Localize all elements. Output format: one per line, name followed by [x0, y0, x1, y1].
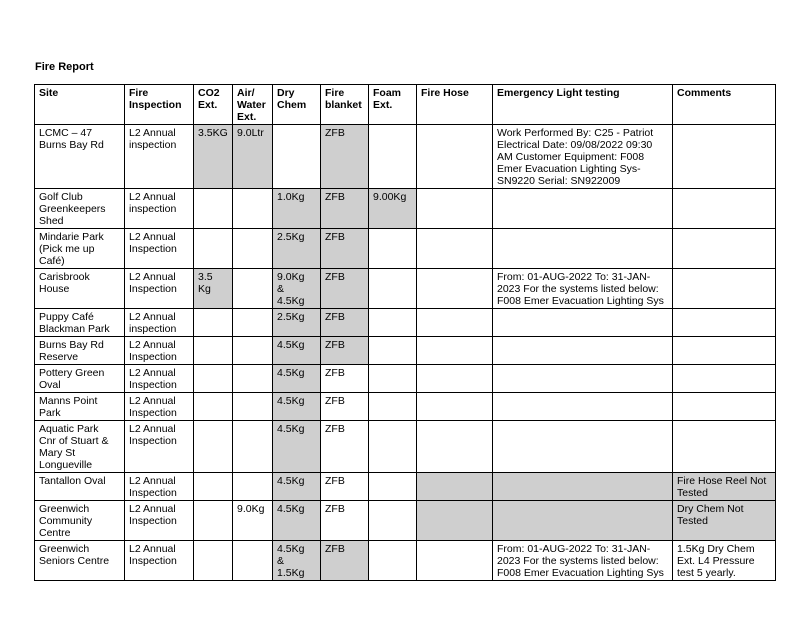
- cell-air-water: [233, 473, 273, 501]
- cell-fire-blanket: ZFB: [321, 229, 369, 269]
- cell-co2: [194, 365, 233, 393]
- cell-foam: [369, 365, 417, 393]
- cell-inspection: L2 Annual Inspection: [125, 421, 194, 473]
- cell-site: Manns Point Park: [35, 393, 125, 421]
- cell-emergency-light: [493, 501, 673, 541]
- cell-co2: [194, 189, 233, 229]
- cell-emergency-light: [493, 189, 673, 229]
- cell-air-water: [233, 269, 273, 309]
- cell-co2: [194, 421, 233, 473]
- cell-dry-chem: 4.5Kg & 1.5Kg: [273, 541, 321, 581]
- cell-co2: [194, 541, 233, 581]
- cell-foam: [369, 421, 417, 473]
- cell-co2: [194, 501, 233, 541]
- cell-site: Burns Bay Rd Reserve: [35, 337, 125, 365]
- cell-emergency-light: [493, 393, 673, 421]
- cell-fire-hose: [417, 421, 493, 473]
- header-fire-blanket: Fire blanket: [321, 85, 369, 125]
- cell-co2: 3.5KG: [194, 125, 233, 189]
- cell-comments: [673, 337, 776, 365]
- table-row: [35, 541, 776, 581]
- cell-foam: [369, 541, 417, 581]
- cell-inspection: L2 Annual Inspection: [125, 501, 194, 541]
- cell-dry-chem: 4.5Kg: [273, 473, 321, 501]
- cell-dry-chem: 4.5Kg: [273, 393, 321, 421]
- cell-fire-blanket: ZFB: [321, 189, 369, 229]
- cell-inspection: L2 Annual Inspection: [125, 365, 194, 393]
- cell-fire-hose: [417, 125, 493, 189]
- cell-emergency-light: [493, 309, 673, 337]
- cell-foam: [369, 229, 417, 269]
- cell-fire-blanket: ZFB: [321, 421, 369, 473]
- cell-inspection: L2 Annual Inspection: [125, 269, 194, 309]
- cell-inspection: L2 Annual Inspection: [125, 393, 194, 421]
- cell-air-water: [233, 541, 273, 581]
- cell-comments: [673, 421, 776, 473]
- table-row: [35, 501, 776, 541]
- table-row: [35, 269, 776, 309]
- cell-foam: [369, 501, 417, 541]
- cell-co2: 3.5 Kg: [194, 269, 233, 309]
- cell-comments: [673, 269, 776, 309]
- cell-dry-chem: 4.5Kg: [273, 365, 321, 393]
- cell-dry-chem: 4.5Kg: [273, 421, 321, 473]
- cell-air-water: [233, 229, 273, 269]
- header-fire-hose: Fire Hose: [417, 85, 493, 125]
- cell-emergency-light: [493, 229, 673, 269]
- cell-comments: [673, 393, 776, 421]
- cell-foam: [369, 269, 417, 309]
- cell-fire-hose: [417, 501, 493, 541]
- cell-comments: 1.5Kg Dry Chem Ext. L4 Pressure test 5 yearly.: [673, 541, 776, 581]
- cell-comments: [673, 229, 776, 269]
- cell-emergency-light: From: 01-AUG-2022 To: 31-JAN- 2023 For the systems listed below: F008 Emer Evacuation Lighting Sys: [493, 269, 673, 309]
- cell-site: Greenwich Seniors Centre: [35, 541, 125, 581]
- cell-dry-chem: 9.0Kg & 4.5Kg: [273, 269, 321, 309]
- cell-air-water: [233, 365, 273, 393]
- cell-air-water: [233, 309, 273, 337]
- cell-dry-chem: 2.5Kg: [273, 229, 321, 269]
- cell-fire-blanket: ZFB: [321, 365, 369, 393]
- table-row: [35, 365, 776, 393]
- cell-foam: [369, 309, 417, 337]
- cell-fire-hose: [417, 473, 493, 501]
- cell-fire-blanket: ZFB: [321, 269, 369, 309]
- cell-site: Aquatic Park Cnr of Stuart & Mary St Longueville: [35, 421, 125, 473]
- fire-report-table: [34, 84, 776, 581]
- cell-site: Golf Club Greenkeepers Shed: [35, 189, 125, 229]
- cell-foam: 9.00Kg: [369, 189, 417, 229]
- table-row: [35, 337, 776, 365]
- cell-fire-blanket: ZFB: [321, 337, 369, 365]
- cell-inspection: L2 Annual Inspection: [125, 337, 194, 365]
- cell-fire-hose: [417, 393, 493, 421]
- report-title: Fire Report: [35, 61, 94, 73]
- cell-foam: [369, 125, 417, 189]
- cell-inspection: L2 Annual inspection: [125, 189, 194, 229]
- cell-air-water: [233, 189, 273, 229]
- cell-air-water: [233, 421, 273, 473]
- cell-dry-chem: 4.5Kg: [273, 337, 321, 365]
- cell-dry-chem: 1.0Kg: [273, 189, 321, 229]
- cell-emergency-light: [493, 473, 673, 501]
- cell-foam: [369, 337, 417, 365]
- header-co2-ext: CO2 Ext.: [194, 85, 233, 125]
- cell-fire-hose: [417, 541, 493, 581]
- cell-comments: [673, 309, 776, 337]
- cell-site: Carisbrook House: [35, 269, 125, 309]
- table-row: [35, 189, 776, 229]
- cell-foam: [369, 393, 417, 421]
- header-foam-ext: Foam Ext.: [369, 85, 417, 125]
- header-comments: Comments: [673, 85, 776, 125]
- cell-site: Greenwich Community Centre: [35, 501, 125, 541]
- cell-co2: [194, 229, 233, 269]
- cell-emergency-light: [493, 337, 673, 365]
- cell-fire-hose: [417, 269, 493, 309]
- cell-air-water: 9.0Kg: [233, 501, 273, 541]
- cell-site: LCMC – 47 Burns Bay Rd: [35, 125, 125, 189]
- cell-site: Puppy Café Blackman Park: [35, 309, 125, 337]
- cell-inspection: L2 Annual inspection: [125, 125, 194, 189]
- cell-fire-blanket: ZFB: [321, 541, 369, 581]
- table-row: [35, 229, 776, 269]
- cell-co2: [194, 337, 233, 365]
- cell-fire-blanket: ZFB: [321, 125, 369, 189]
- header-emergency-light: Emergency Light testing: [493, 85, 673, 125]
- cell-fire-hose: [417, 189, 493, 229]
- cell-dry-chem: [273, 125, 321, 189]
- cell-inspection: L2 Annual Inspection: [125, 229, 194, 269]
- cell-fire-hose: [417, 229, 493, 269]
- cell-air-water: 9.0Ltr: [233, 125, 273, 189]
- cell-emergency-light: [493, 421, 673, 473]
- cell-dry-chem: 2.5Kg: [273, 309, 321, 337]
- cell-fire-blanket: ZFB: [321, 501, 369, 541]
- table-row: [35, 309, 776, 337]
- cell-emergency-light: [493, 365, 673, 393]
- cell-comments: [673, 189, 776, 229]
- header-dry-chem: Dry Chem: [273, 85, 321, 125]
- cell-comments: [673, 365, 776, 393]
- cell-inspection: L2 Annual inspection: [125, 309, 194, 337]
- cell-fire-hose: [417, 309, 493, 337]
- table-row: [35, 125, 776, 189]
- cell-site: Tantallon Oval: [35, 473, 125, 501]
- table-row: [35, 421, 776, 473]
- cell-emergency-light: Work Performed By: C25 - Patriot Electrical Date: 09/08/2022 09:30 AM Customer Equipment: F008 Emer Evacuation Lighting Sys- SN9220 Serial: SN922009: [493, 125, 673, 189]
- cell-inspection: L2 Annual Inspection: [125, 473, 194, 501]
- cell-foam: [369, 473, 417, 501]
- cell-comments: [673, 125, 776, 189]
- cell-air-water: [233, 337, 273, 365]
- table-row: [35, 473, 776, 501]
- cell-site: Mindarie Park (Pick me up Café): [35, 229, 125, 269]
- table-row: [35, 393, 776, 421]
- cell-co2: [194, 473, 233, 501]
- cell-inspection: L2 Annual Inspection: [125, 541, 194, 581]
- cell-fire-blanket: ZFB: [321, 309, 369, 337]
- cell-comments: Fire Hose Reel Not Tested: [673, 473, 776, 501]
- cell-co2: [194, 309, 233, 337]
- cell-fire-hose: [417, 365, 493, 393]
- cell-emergency-light: From: 01-AUG-2022 To: 31-JAN- 2023 For the systems listed below: F008 Emer Evacuation Lighting Sys: [493, 541, 673, 581]
- cell-co2: [194, 393, 233, 421]
- header-site: Site: [35, 85, 125, 125]
- cell-site: Pottery Green Oval: [35, 365, 125, 393]
- cell-fire-hose: [417, 337, 493, 365]
- cell-comments: Dry Chem Not Tested: [673, 501, 776, 541]
- header-row: [35, 85, 776, 125]
- cell-fire-blanket: ZFB: [321, 473, 369, 501]
- header-air-water-ext: Air/ Water Ext.: [233, 85, 273, 125]
- header-fire-inspection: Fire Inspection: [125, 85, 194, 125]
- cell-air-water: [233, 393, 273, 421]
- cell-fire-blanket: ZFB: [321, 393, 369, 421]
- cell-dry-chem: 4.5Kg: [273, 501, 321, 541]
